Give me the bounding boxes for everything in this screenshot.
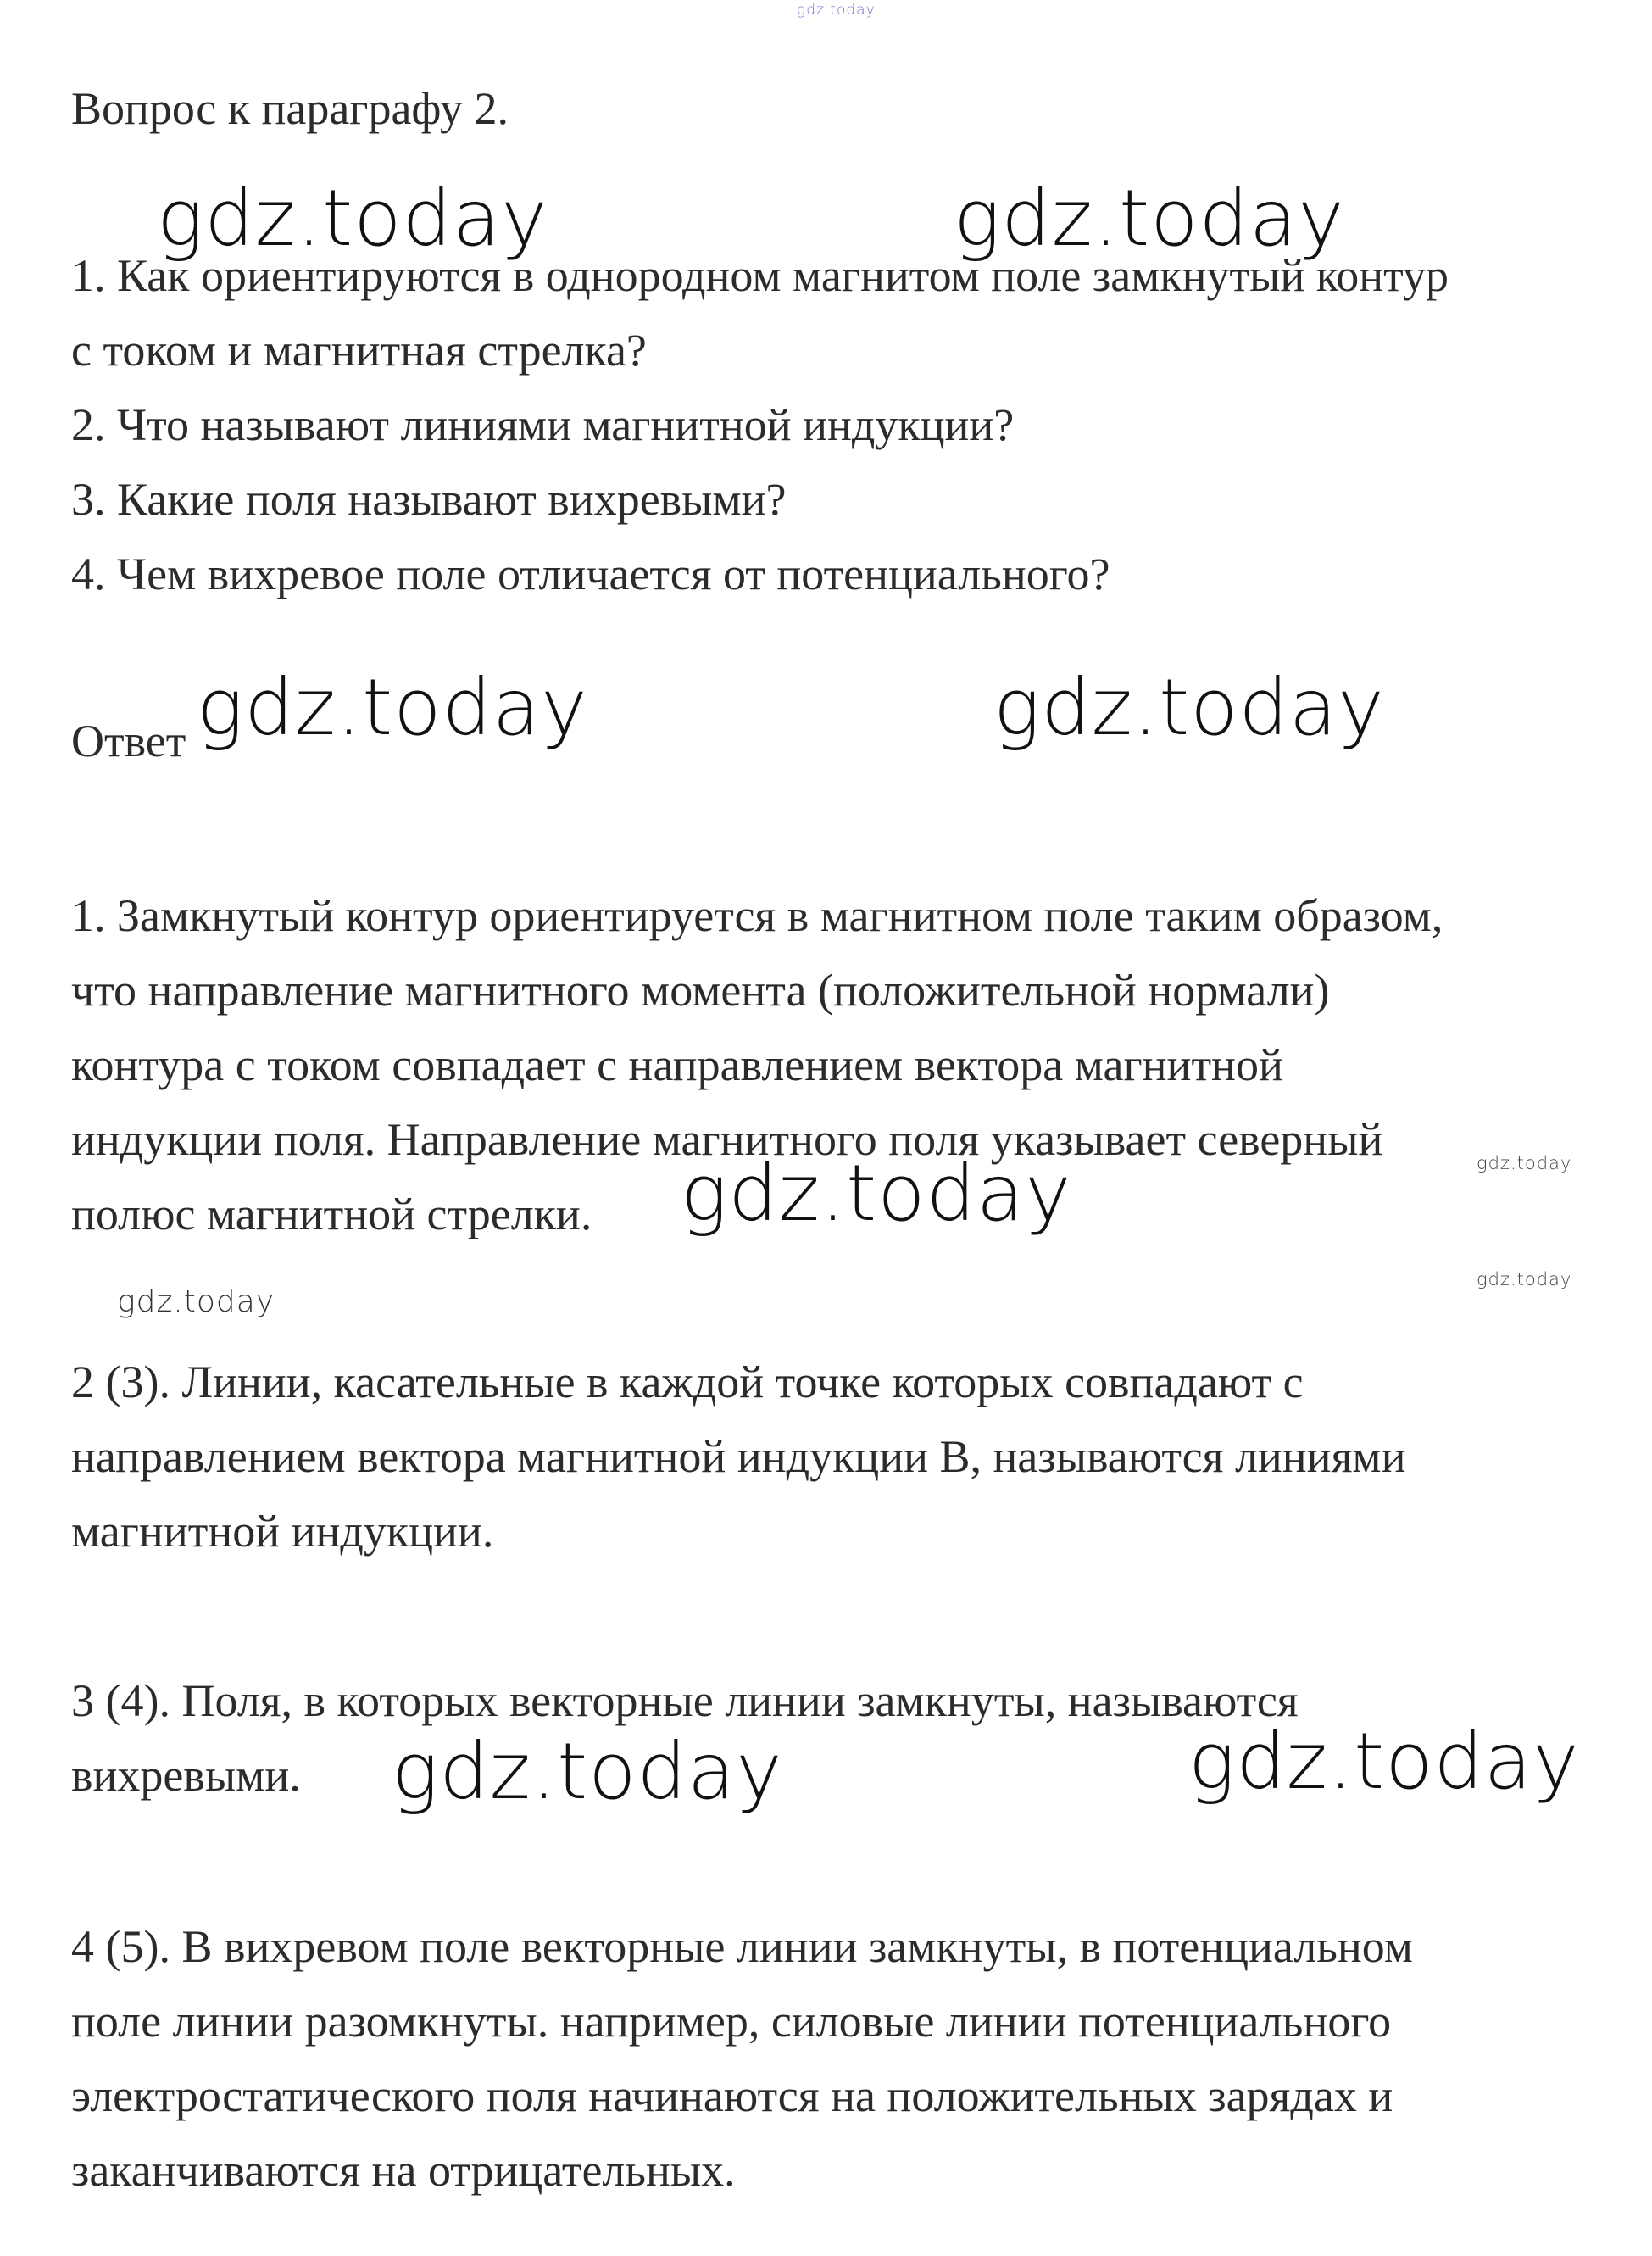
question-1-line-1: 1. Как ориентируются в однородном магнитом поле замкнутый контур: [71, 250, 1449, 301]
answer-1-line: контура с током совпадает с направлением вектора магнитной: [71, 1039, 1283, 1090]
answer-4-line: 4 (5). В вихревом поле векторные линии замкнуты, в потенциальном: [71, 1921, 1413, 1972]
watermark: gdz.today: [681, 1148, 1072, 1239]
answer-1-line: что направление магнитного момента (положительной нормали): [71, 965, 1330, 1016]
answer-2-line: 2 (3). Линии, касательные в каждой точке которых совпадают с: [71, 1356, 1304, 1407]
answer-1-line: 1. Замкнутый контур ориентируется в магнитном поле таким образом,: [71, 890, 1443, 941]
watermark-small: gdz.today: [1477, 1269, 1572, 1290]
watermark-top: gdz.today: [797, 2, 876, 19]
answer-4-line: поле линии разомкнуты. например, силовые линии потенциального: [71, 1996, 1392, 2047]
watermark: gdz.today: [197, 662, 588, 753]
watermark-small: gdz.today: [1477, 1153, 1572, 1173]
answer-4: [71, 1909, 1597, 2208]
watermark: gdz.today: [392, 1726, 783, 1817]
answer-3-line: 3 (4). Поля, в которых векторные линии замкнуты, называются: [71, 1675, 1299, 1726]
answer-4-line: заканчиваются на отрицательных.: [71, 2145, 736, 2196]
answer-1-line: индукции поля. Направление магнитного поля указывает северный: [71, 1114, 1383, 1165]
question-3: 3. Какие поля называют вихревыми?: [71, 474, 787, 525]
watermark: gdz.today: [954, 173, 1345, 264]
answer-3-line: вихревыми.: [71, 1750, 301, 1801]
answer-2: [71, 1345, 1597, 1568]
question-2: 2. Что называют линиями магнитной индукции?: [71, 399, 1015, 450]
answer-2-line: магнитной индукции.: [71, 1506, 494, 1557]
watermark-medium: gdz.today: [117, 1284, 275, 1319]
question-1-line-2: с током и магнитная стрелка?: [71, 325, 647, 376]
watermark: gdz.today: [157, 173, 548, 264]
questions-list: [71, 238, 1597, 611]
answer-4-line: электростатического поля начинаются на положительных зарядах и: [71, 2070, 1393, 2121]
answer-1-line: полюс магнитной стрелки.: [71, 1189, 592, 1239]
answer-2-line: направлением вектора магнитной индукции В, называются линиями: [71, 1431, 1406, 1482]
answer-label: Ответ: [71, 716, 186, 766]
question-4: 4. Чем вихревое поле отличается от потенциального?: [71, 549, 1110, 599]
watermark: gdz.today: [993, 662, 1385, 753]
watermark: gdz.today: [1188, 1716, 1580, 1807]
heading: Вопрос к параграфу 2.: [71, 83, 509, 134]
